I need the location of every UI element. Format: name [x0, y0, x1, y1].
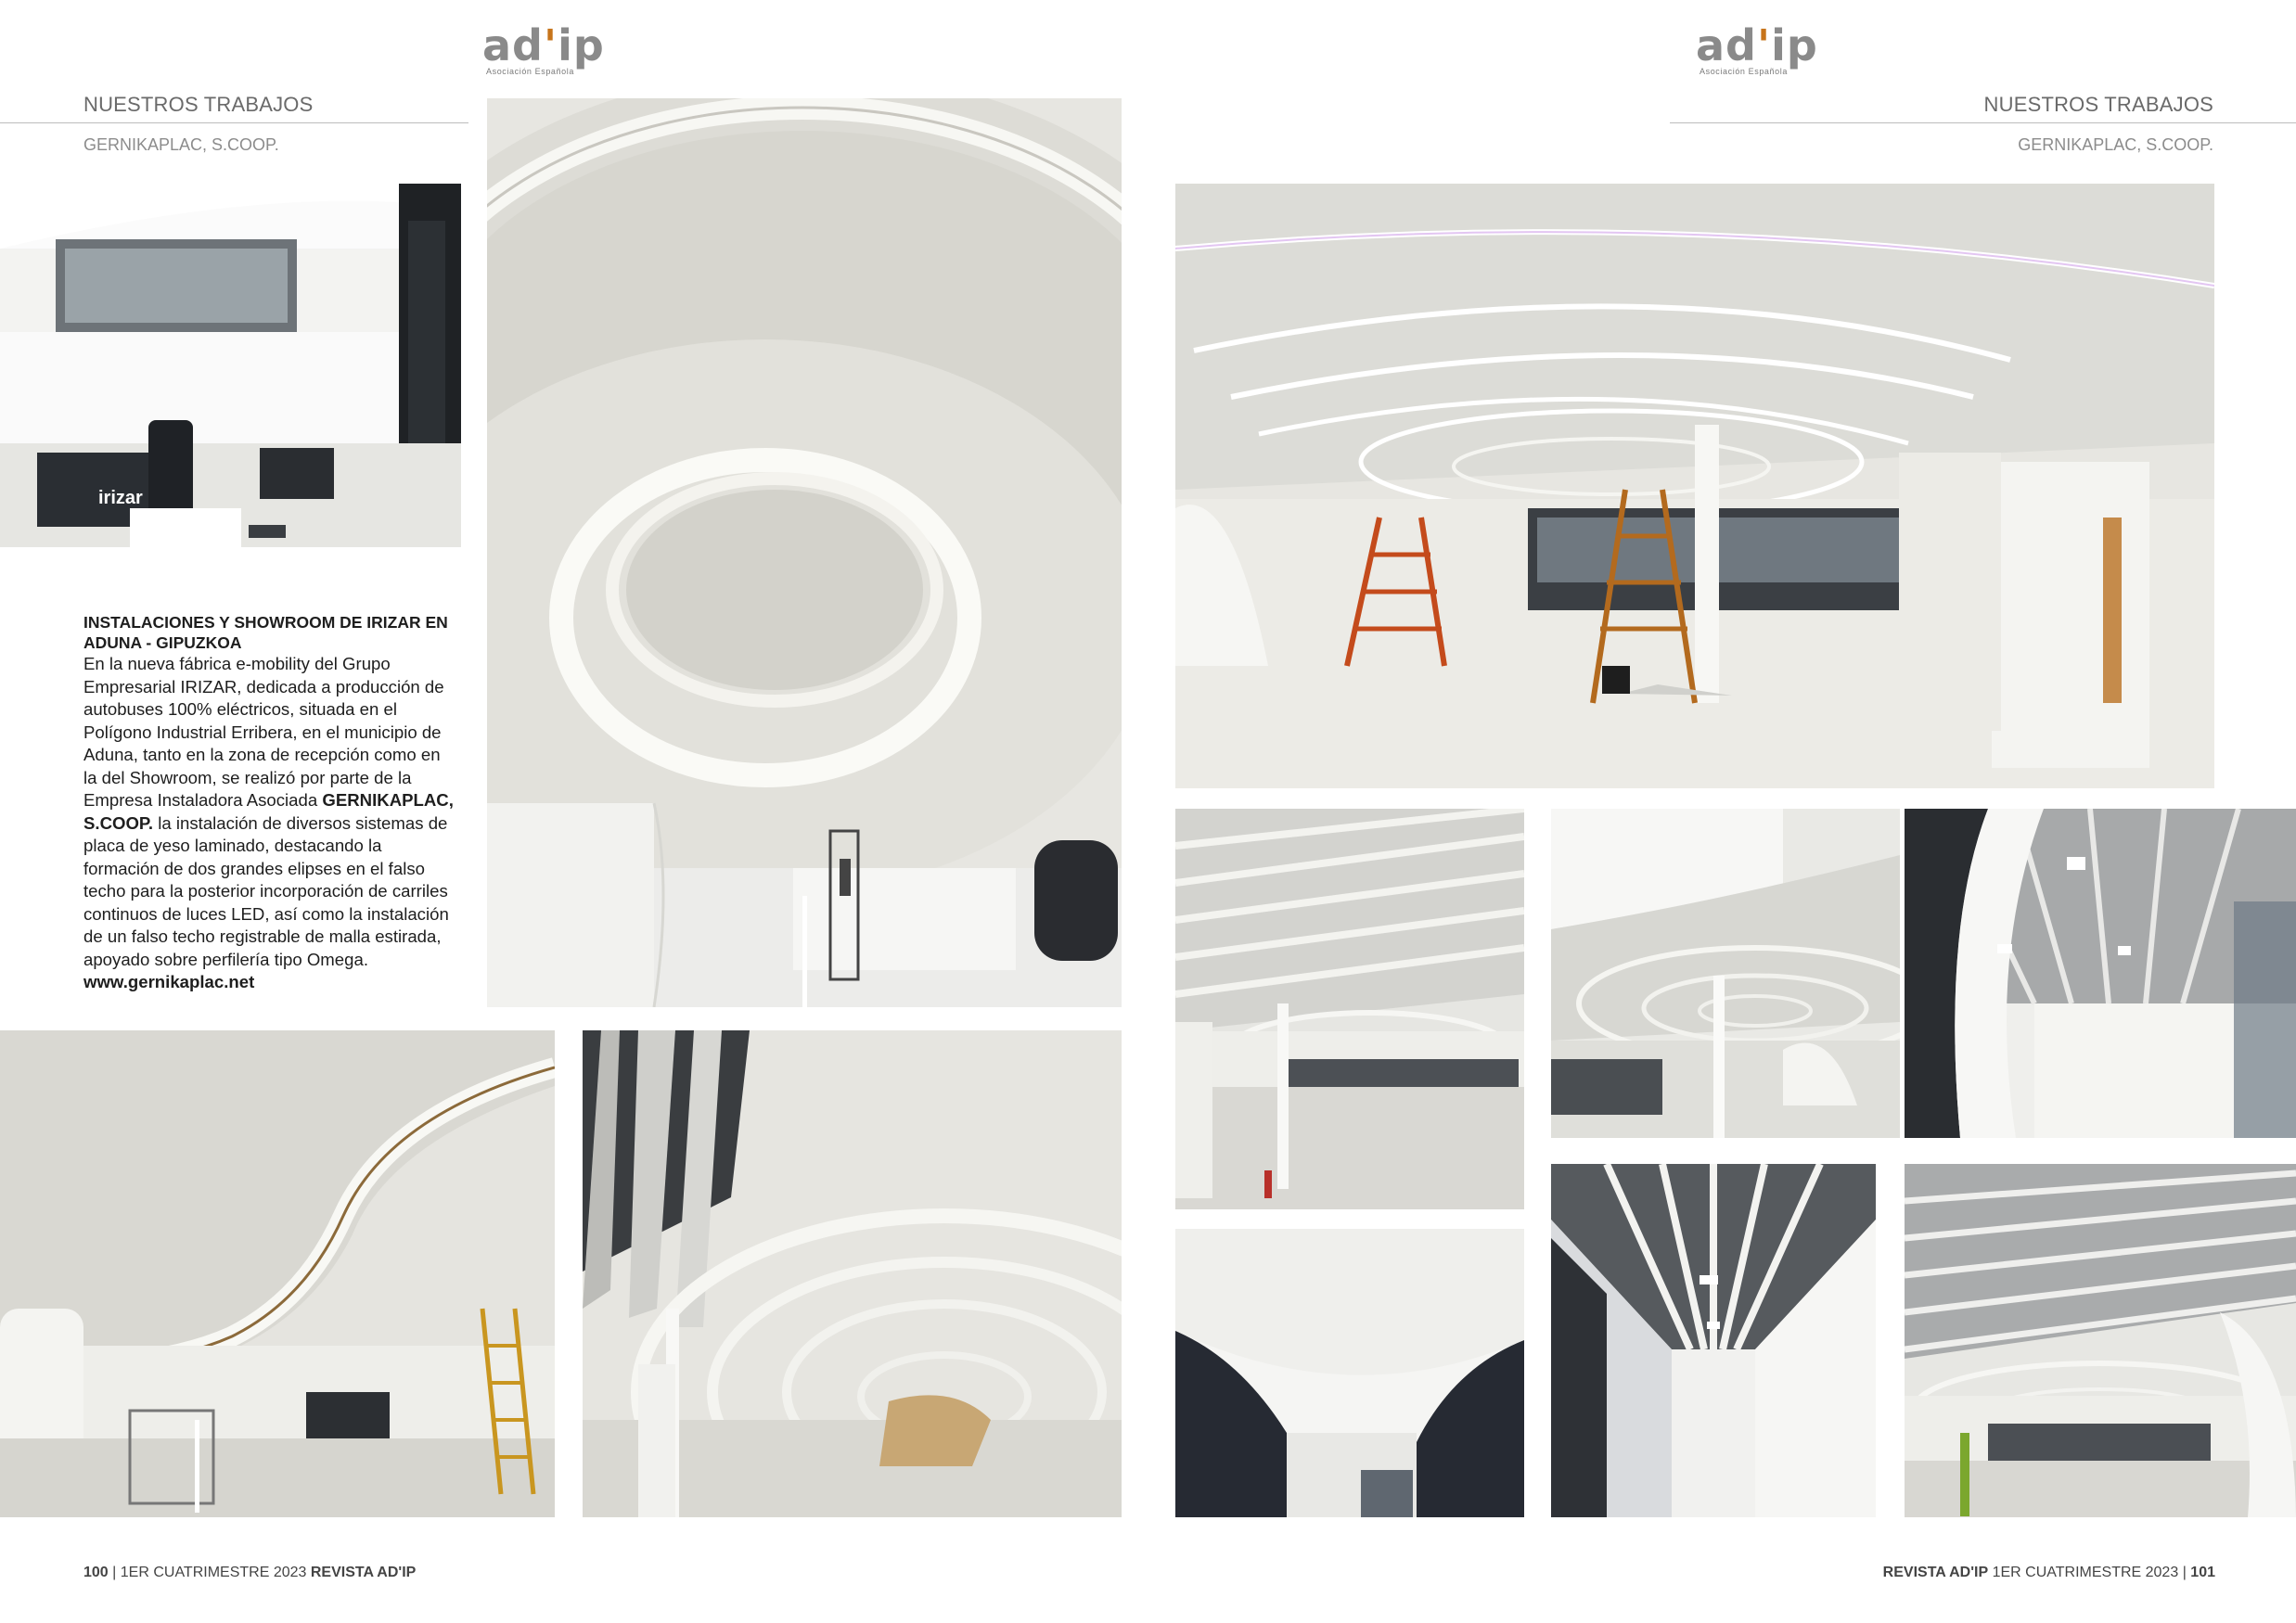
right-section-subtitle: GERNIKAPLAC, S.COOP. — [2018, 135, 2213, 154]
article-body-part2: la instalación de diversos sistemas de placa de yeso laminado, destacando la formación de dos grandes elipses en el falso techo para la posterior incorporación de carriles continuos de luces LED, así como la instalación de un falso techo registrable de malla estirada, apoyado sobre perfilería tipo Omega. — [83, 812, 449, 969]
logo-wordmark-ip: ip — [1771, 20, 1818, 70]
right-footer — [1883, 1565, 2215, 1581]
right-footer-issue: 1ER CUATRIMESTRE 2023 — [1992, 1565, 2179, 1580]
article-body-part1: En la nueva fábrica e-mobility del Grupo Empresarial IRIZAR, dedicada a producción de autobuses 100% eléctricos, situada en el Polígono Industrial Erribera, en el municipio de Aduna, tanto en la zona de recepción como en la del Showroom, se realizó por parte de la Empresa Instaladora Asociada — [83, 654, 444, 810]
right-page-number: 101 — [2190, 1565, 2215, 1580]
right-section-title: NUESTROS TRABAJOS — [1983, 93, 2213, 116]
logo-wordmark-ip: ip — [558, 20, 605, 70]
left-footer-magazine: REVISTA AD'IP — [310, 1565, 417, 1580]
left-section-subtitle: GERNIKAPLAC, S.COOP. — [83, 135, 279, 154]
logo-wordmark-ad: ad — [1696, 20, 1757, 70]
photo-led-ellipse-ceiling — [1175, 184, 2214, 788]
photo-curved-ceiling-scaffold — [0, 1030, 555, 1517]
photo-mesh-ceiling-rings — [583, 1030, 1122, 1517]
right-footer-separator: | — [2182, 1565, 2187, 1580]
photo-mesh-ceiling-room — [1905, 809, 2296, 1138]
logo-wordmark-tick: ' — [543, 20, 558, 70]
left-footer-separator: | — [112, 1565, 117, 1580]
article-company-name: GERNIKAPLAC, S.COOP. — [83, 790, 454, 833]
article-website-link[interactable]: www.gernikaplac.net — [83, 972, 255, 991]
article-heading: INSTALACIONES Y SHOWROOM DE IRIZAR EN ADUNA - GIPUZKOA — [83, 613, 448, 652]
article-text-block — [83, 612, 455, 994]
right-footer-magazine: REVISTA AD'IP — [1882, 1565, 1989, 1580]
left-page-number: 100 — [83, 1565, 109, 1580]
logo-tagline: Asociación Española — [486, 67, 574, 76]
photo-reception-area — [0, 184, 461, 547]
logo-wordmark-ad: ad — [482, 20, 544, 70]
adip-logo-left — [482, 20, 612, 80]
right-header-rule — [1670, 122, 2296, 123]
left-footer — [83, 1565, 416, 1581]
logo-wordmark-tick: ' — [1756, 20, 1772, 70]
adip-logo-right — [1696, 20, 1826, 80]
photo-open-floor-ceiling — [1175, 809, 1524, 1209]
photo-elliptical-ceiling-tall — [487, 98, 1122, 1007]
reception-sign-text: irizar — [98, 488, 143, 508]
left-header-rule — [0, 122, 468, 123]
logo-tagline: Asociación Española — [1700, 67, 1788, 76]
photo-corridor-mesh-ceiling — [1551, 1164, 1876, 1517]
left-section-title: NUESTROS TRABAJOS — [83, 93, 314, 116]
photo-curved-wall-ceiling — [1551, 809, 1900, 1138]
photo-wide-mesh-ceiling — [1905, 1164, 2296, 1517]
left-footer-issue: 1ER CUATRIMESTRE 2023 — [120, 1565, 307, 1580]
photo-dark-curved-walls — [1175, 1229, 1524, 1517]
